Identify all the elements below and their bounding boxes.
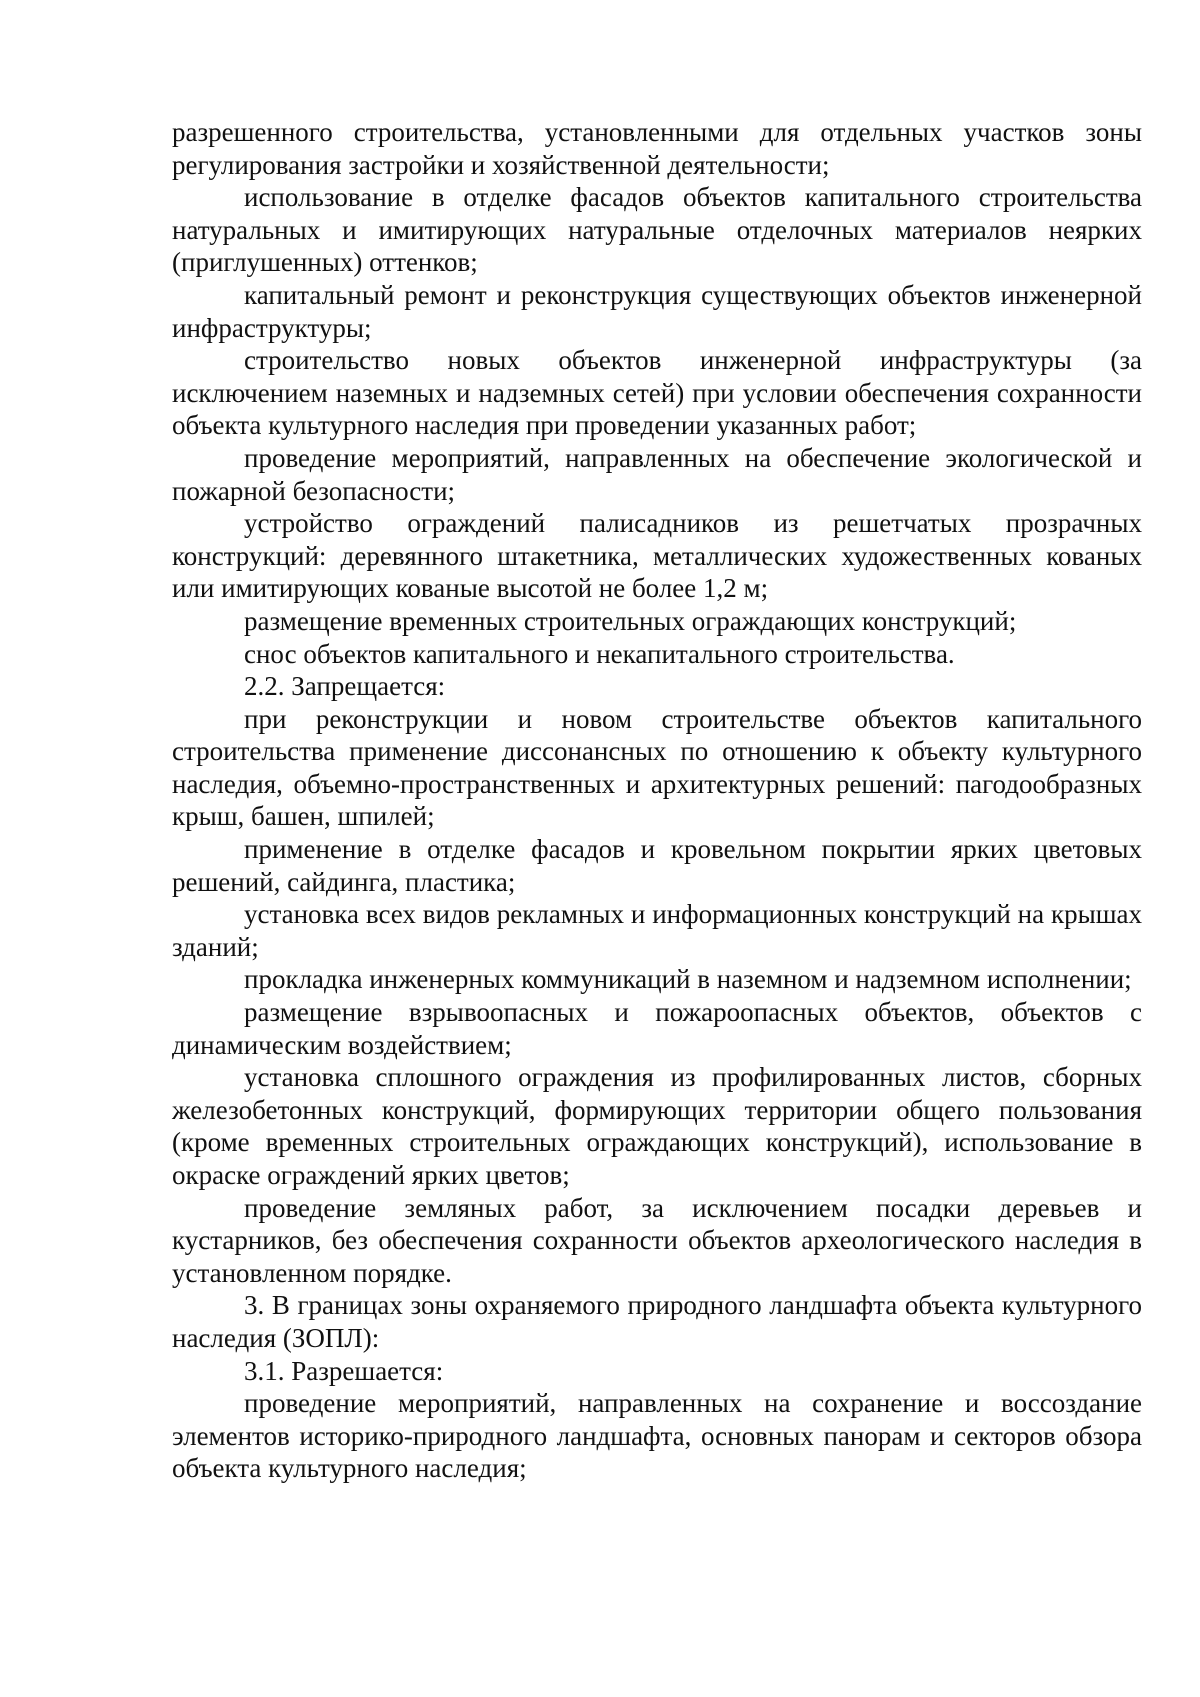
document-body	[172, 116, 1142, 1485]
paragraph-temporary-fences: размещение временных строительных ограждающих конструкций;	[244, 605, 1017, 636]
paragraph-utility-lines: прокладка инженерных коммуникаций в наземном и надземном исполнении;	[244, 964, 1132, 995]
paragraph-advertising: установка всех видов рекламных и информационных конструкций на крышах зданий;	[172, 899, 1142, 962]
paragraph-earthworks: проведение земляных работ, за исключением посадки деревьев и кустарников, без обеспечения сохранности объектов археологического наследия в установленном порядке.	[172, 1192, 1142, 1288]
paragraph-safety-measures: проведение мероприятий, направленных на обеспечение экологической и пожарной безопасности;	[172, 442, 1142, 506]
paragraph-continuation: разрешенного строительства, установленными для отдельных участков зоны регулирования застройки и хозяйственной деятельности;	[172, 117, 1142, 180]
paragraph-new-infrastructure: строительство новых объектов инженерной инфраструктуры (за исключением наземных и надземных сетей) при условии обеспечения сохранности объекта культурного наследия при проведении указанных работ;	[172, 345, 1142, 441]
section-heading-permitted: 3.1. Разрешается:	[244, 1355, 444, 1386]
paragraph-demolition: снос объектов капитального и некапитального строительства.	[244, 638, 955, 669]
paragraph-dissonant-solutions: при реконструкции и новом строительстве объектов капитального строительства применение диссонансных по отношению к объекту культурного наследия, объемно-пространственных и архитектурных решений: пагодообразных крыш, башен, шпилей;	[172, 703, 1142, 832]
paragraph-hazardous-objects: размещение взрывоопасных и пожароопасных объектов, объектов с динамическим воздействием;	[172, 997, 1142, 1060]
section-heading-prohibited: 2.2. Запрещается:	[244, 671, 446, 702]
paragraph-bright-colors: применение в отделке фасадов и кровельном покрытии ярких цветовых решений, сайдинга, пластика;	[172, 834, 1142, 897]
paragraph-fences: устройство ограждений палисадников из решетчатых прозрачных конструкций: деревянного штакетника, металлических художественных кованых или имитирующих кованые высотой не более 1,2 м;	[172, 508, 1142, 604]
paragraph-facade-materials: использование в отделке фасадов объектов капитального строительства натуральных и имитирующих натуральные отделочных материалов неярких (приглушенных) оттенков;	[172, 182, 1142, 278]
section-heading-zopl: 3. В границах зоны охраняемого природного ландшафта объекта культурного наследия (ЗОПЛ):	[172, 1290, 1142, 1353]
paragraph-infrastructure-repair: капитальный ремонт и реконструкция существующих объектов инженерной инфраструктуры;	[172, 279, 1142, 343]
paragraph-solid-fences: установка сплошного ограждения из профилированных листов, сборных железобетонных конструкций, формирующих территории общего пользования (кроме временных строительных ограждающих конструкций), использование в окраске ограждений ярких цветов;	[172, 1062, 1142, 1190]
paragraph-landscape-preservation: проведение мероприятий, направленных на сохранение и воссоздание элементов историко-природного ландшафта, основных панорам и секторов обзора объекта культурного наследия;	[172, 1388, 1142, 1484]
